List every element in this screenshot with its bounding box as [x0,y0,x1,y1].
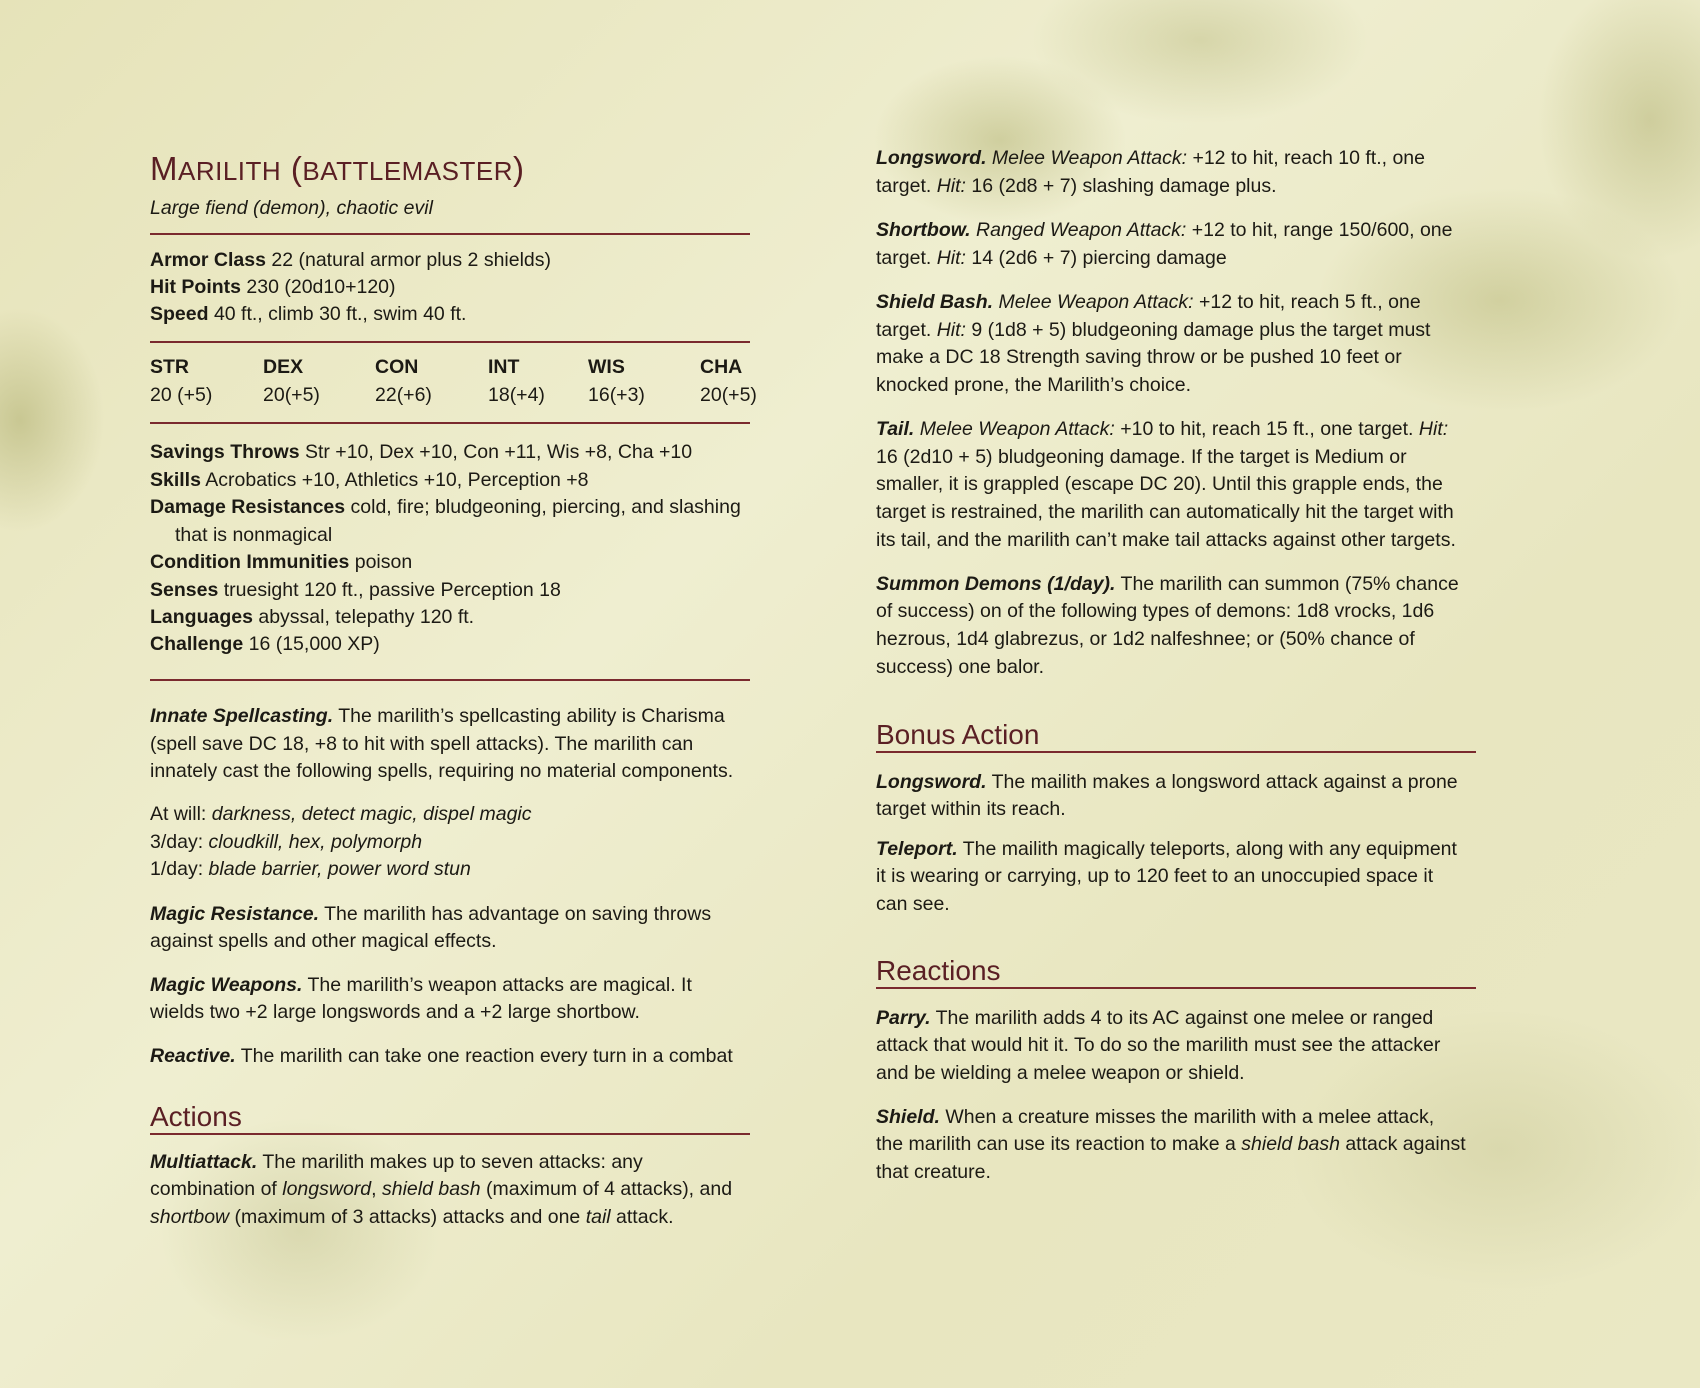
trait-reactive: Reactive. The marilith can take one reaction every turn in a combat [150,1045,733,1067]
trait-magic-weapons: Magic Weapons. The marilith’s weapon attacks are magical. It [150,974,692,996]
ability-value-wis: 16(+3) [588,384,645,406]
speed: Speed 40 ft., climb 30 ft., swim 40 ft. [150,303,467,325]
ability-name-wis: WIS [588,356,625,378]
reactions-heading: Reactions [876,955,1001,986]
divider [150,1133,750,1135]
ability-name-con: CON [375,356,419,378]
bonus-action-heading: Bonus Action [876,719,1040,750]
spells-3-day: 3/day: cloudkill, hex, polymorph [150,831,423,853]
divider [150,341,750,343]
senses: Senses truesight 120 ft., passive Perception 18 [150,579,561,601]
trait-text: against spells and other magical effects. [150,930,497,952]
actions-heading: Actions [150,1101,242,1132]
ability-name-cha: CHA [700,356,743,378]
trait-text: wields two +2 large longswords and a +2 large shortbow. [150,1001,640,1023]
ability-name-dex: DEX [263,356,304,378]
condition-immunities: Condition Immunities poison [150,551,413,573]
saving-throws: Savings Throws Str +10, Dex +10, Con +11, Wis +8, Cha +10 [150,441,693,463]
ability-value-dex: 20(+5) [263,384,320,406]
ability-value-con: 22(+6) [375,384,432,406]
ability-name-int: INT [488,356,520,378]
divider [150,679,750,681]
armor-class: Armor Class 22 (natural armor plus 2 shields) [150,249,552,271]
challenge: Challenge 16 (15,000 XP) [150,633,380,655]
trait-magic-resistance: Magic Resistance. The marilith has advantage on saving throws [150,903,712,925]
spells-1-day: 1/day: blade barrier, power word stun [150,858,471,880]
languages: Languages abyssal, telepathy 120 ft. [150,606,475,628]
ability-name-str: STR [150,356,189,378]
monster-subtitle: Large fiend (demon), chaotic evil [150,197,433,219]
skills: Skills Acrobatics +10, Athletics +10, Perception +8 [150,469,589,491]
monster-name: MARILITH (BATTLEMASTER) [150,150,525,187]
trait-text: innately cast the following spells, requiring no material components. [150,760,734,782]
ability-value-int: 18(+4) [488,384,545,406]
damage-resistances-cont: that is nonmagical [175,524,333,546]
divider [876,987,1476,989]
divider [150,233,750,235]
ability-value-cha: 20(+5) [700,384,757,406]
divider [876,751,1476,753]
hit-points: Hit Points 230 (20d10+120) [150,276,396,298]
trait-innate-spellcasting: Innate Spellcasting. The marilith’s spellcasting ability is Charisma [150,705,725,727]
damage-resistances: Damage Resistances cold, fire; bludgeoning, piercing, and slashing [150,496,741,518]
spells-at-will: At will: darkness, detect magic, dispel magic [150,803,532,825]
divider [150,422,750,424]
trait-text: (spell save DC 18, +8 to hit with spell attacks). The marilith can [150,733,694,755]
ability-value-str: 20 (+5) [150,384,213,406]
